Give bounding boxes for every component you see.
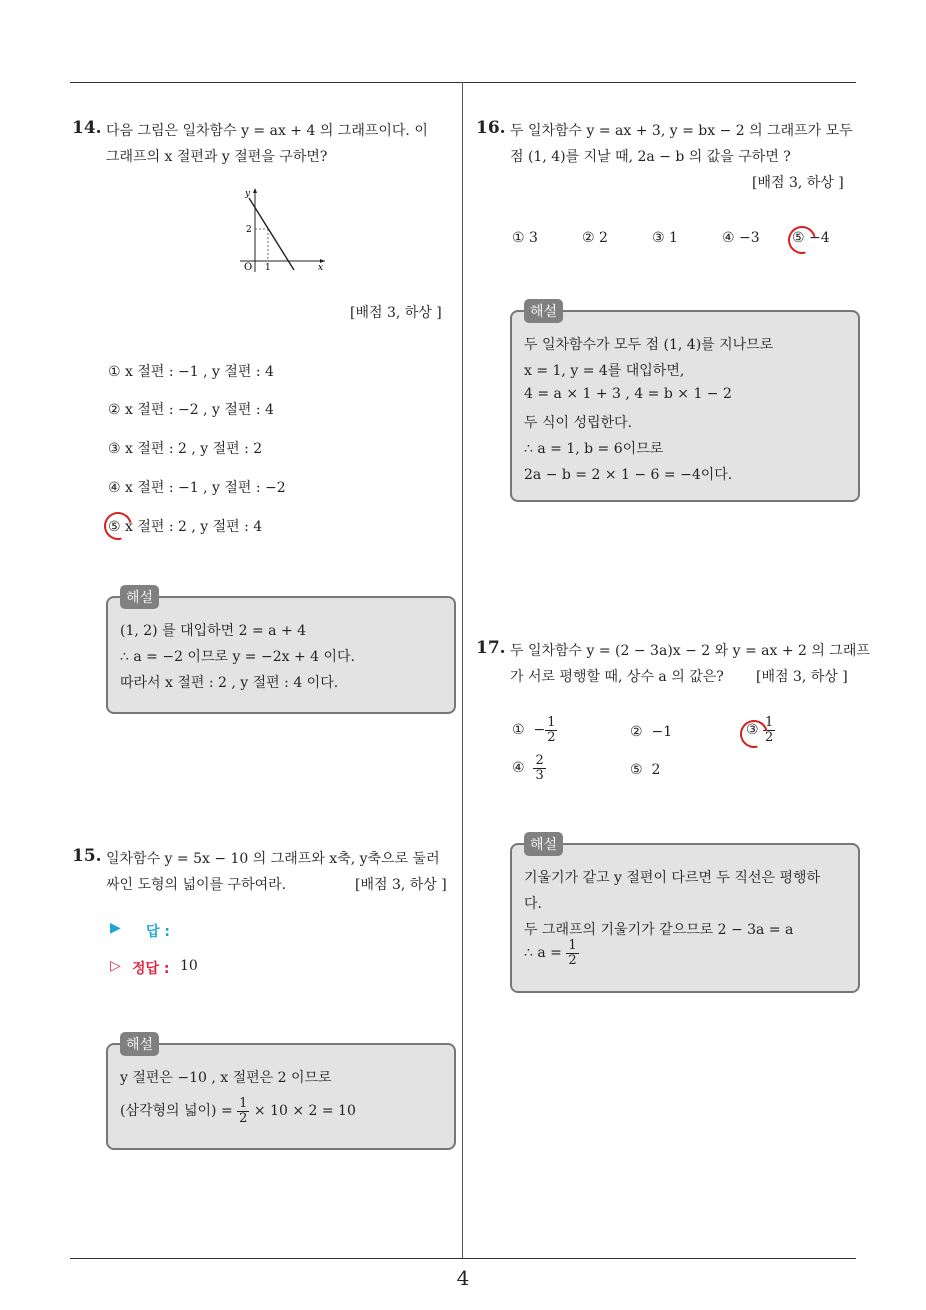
explanation-text: (삼각형의 넓이) =	[120, 1103, 233, 1120]
answer-label: 답 :	[146, 924, 170, 940]
explanation-box	[106, 1043, 456, 1150]
question-text-line-1: 두 일차함수 y = ax + 3, y = bx − 2 의 그래프가 모두	[510, 123, 853, 139]
function-graph	[230, 184, 330, 274]
choice-4[interactable]: ④ x 절편 : −1 , y 절편 : −2	[108, 480, 286, 496]
correct-value: 10	[180, 958, 198, 974]
question-text-line-2: 점 (1, 4)를 지날 때, 2a − b 의 값을 구하면 ?	[510, 149, 791, 165]
choice-2[interactable]: ② 2	[582, 230, 608, 246]
explanation-box	[510, 843, 860, 993]
choice-mark: ①	[512, 722, 525, 739]
explanation-line-3: 따라서 x 절편 : 2 , y 절편 : 4 이다.	[120, 675, 339, 691]
choice-1[interactable]: ① 3	[512, 230, 538, 246]
choice-5[interactable]	[630, 762, 660, 778]
question-text-line-1: 일차함수 y = 5x − 10 의 그래프와 x축, y축으로 둘러	[106, 851, 440, 867]
page-number: 4	[456, 1266, 470, 1290]
answer-arrow-icon: ▶	[110, 920, 121, 936]
selected-answer-mark	[99, 507, 137, 545]
score-meta: [배점 3, 하상 ]	[752, 175, 844, 191]
explanation-line-1: (1, 2) 를 대입하면 2 = a + 4	[120, 623, 307, 639]
choice-5[interactable]: ⑤ x 절편 : 2 , y 절편 : 4	[108, 519, 263, 535]
choice-1[interactable]	[512, 716, 557, 744]
explanation-line-1: y 절편은 −10 , x 절편은 2 이므로	[120, 1070, 332, 1086]
choice-4[interactable]: ④ −3	[722, 230, 760, 246]
choice-mark: ②	[630, 724, 643, 740]
explanation-tag: 해설	[120, 585, 159, 609]
explanation-text: ∴ a =	[524, 945, 562, 962]
fraction: $\frac{1}{2}$	[568, 938, 577, 968]
score-meta: [배점 3, 하상 ]	[350, 305, 442, 321]
choice-mark: ④	[512, 760, 525, 777]
question-text-line-2: 그래프의 x 절편과 y 절편을 구하면?	[106, 149, 328, 165]
graph-origin: O	[244, 262, 253, 273]
explanation-line-4: 두 식이 성립한다.	[524, 415, 633, 431]
choice-value: 2	[651, 762, 661, 778]
explanation-line-3: 두 그래프의 기울기가 같으므로 2 − 3a = a	[524, 922, 794, 938]
fraction: $\frac{2}{3}$	[535, 753, 544, 783]
graph-y-label: y	[245, 189, 251, 199]
question-number: 17.	[476, 638, 506, 658]
choice-2[interactable]: ② x 절편 : −2 , y 절편 : 4	[108, 402, 274, 418]
explanation-line-3: 4 = a × 1 + 3 , 4 = b × 1 − 2	[524, 386, 732, 402]
correct-label: 정답 :	[132, 961, 170, 977]
explanation-line-2: ∴ a = −2 이므로 y = −2x + 4 이다.	[120, 649, 356, 665]
explanation-line-4	[524, 939, 579, 967]
choice-4[interactable]	[512, 754, 546, 782]
column-divider	[462, 82, 463, 1258]
fraction: $\frac{1}{2}$	[547, 715, 556, 745]
fraction: $\frac{1}{2}$	[765, 715, 774, 745]
explanation-line-6: 2a − b = 2 × 1 − 6 = −4이다.	[524, 467, 733, 483]
explanation-box	[106, 596, 456, 714]
choice-value: −1	[651, 724, 673, 740]
graph-x-label: x	[318, 263, 324, 273]
explanation-tag: 해설	[120, 1032, 159, 1056]
choice-3[interactable]: ③ x 절편 : 2 , y 절편 : 2	[108, 441, 263, 457]
explanation-tag: 해설	[524, 299, 563, 323]
explanation-line-2	[120, 1097, 356, 1125]
question-text-line-2: 싸인 도형의 넓이를 구하여라.	[106, 877, 287, 893]
choice-5[interactable]: ⑤ −4	[792, 230, 830, 246]
explanation-tag: 해설	[524, 832, 563, 856]
question-text-line-1: 다음 그림은 일차함수 y = ax + 4 의 그래프이다. 이	[106, 123, 428, 139]
top-rule	[70, 82, 856, 83]
question-text-line-2: 가 서로 평행할 때, 상수 a 의 값은?	[510, 669, 724, 685]
fraction: $\frac{1}{2}$	[239, 1096, 248, 1126]
choice-sign: −	[533, 722, 546, 739]
question-number: 15.	[72, 846, 102, 866]
choice-1[interactable]: ① x 절편 : −1 , y 절편 : 4	[108, 364, 274, 380]
explanation-line-2: 다.	[524, 896, 542, 912]
question-number: 16.	[476, 118, 506, 138]
explanation-line-1: 기울기가 같고 y 절편이 다르면 두 직선은 평행하	[524, 870, 821, 886]
graph-x-tick: 1	[265, 263, 271, 273]
question-number: 14.	[72, 118, 102, 138]
question-text-line-1: 두 일차함수 y = (2 − 3a)x − 2 와 y = ax + 2 의 그래프	[510, 643, 870, 659]
explanation-line-5: ∴ a = 1, b = 6이므로	[524, 441, 664, 457]
choice-2[interactable]	[630, 724, 672, 740]
explanation-line-2: x = 1, y = 4를 대입하면,	[524, 363, 685, 379]
correct-arrow-icon: ▷	[110, 958, 121, 974]
score-meta: [배점 3, 하상 ]	[355, 877, 447, 893]
score-meta: [배점 3, 하상 ]	[756, 669, 848, 685]
selected-answer-mark	[783, 221, 821, 259]
choice-3[interactable]: ③ 1	[652, 230, 678, 246]
explanation-box	[510, 310, 860, 502]
bottom-rule	[70, 1258, 856, 1259]
choice-mark: ③	[746, 722, 759, 739]
explanation-line-1: 두 일차함수가 모두 점 (1, 4)를 지나므로	[524, 337, 774, 353]
explanation-text: × 10 × 2 = 10	[253, 1103, 356, 1120]
graph-y-tick: 2	[246, 225, 252, 235]
choice-mark: ⑤	[630, 762, 643, 778]
